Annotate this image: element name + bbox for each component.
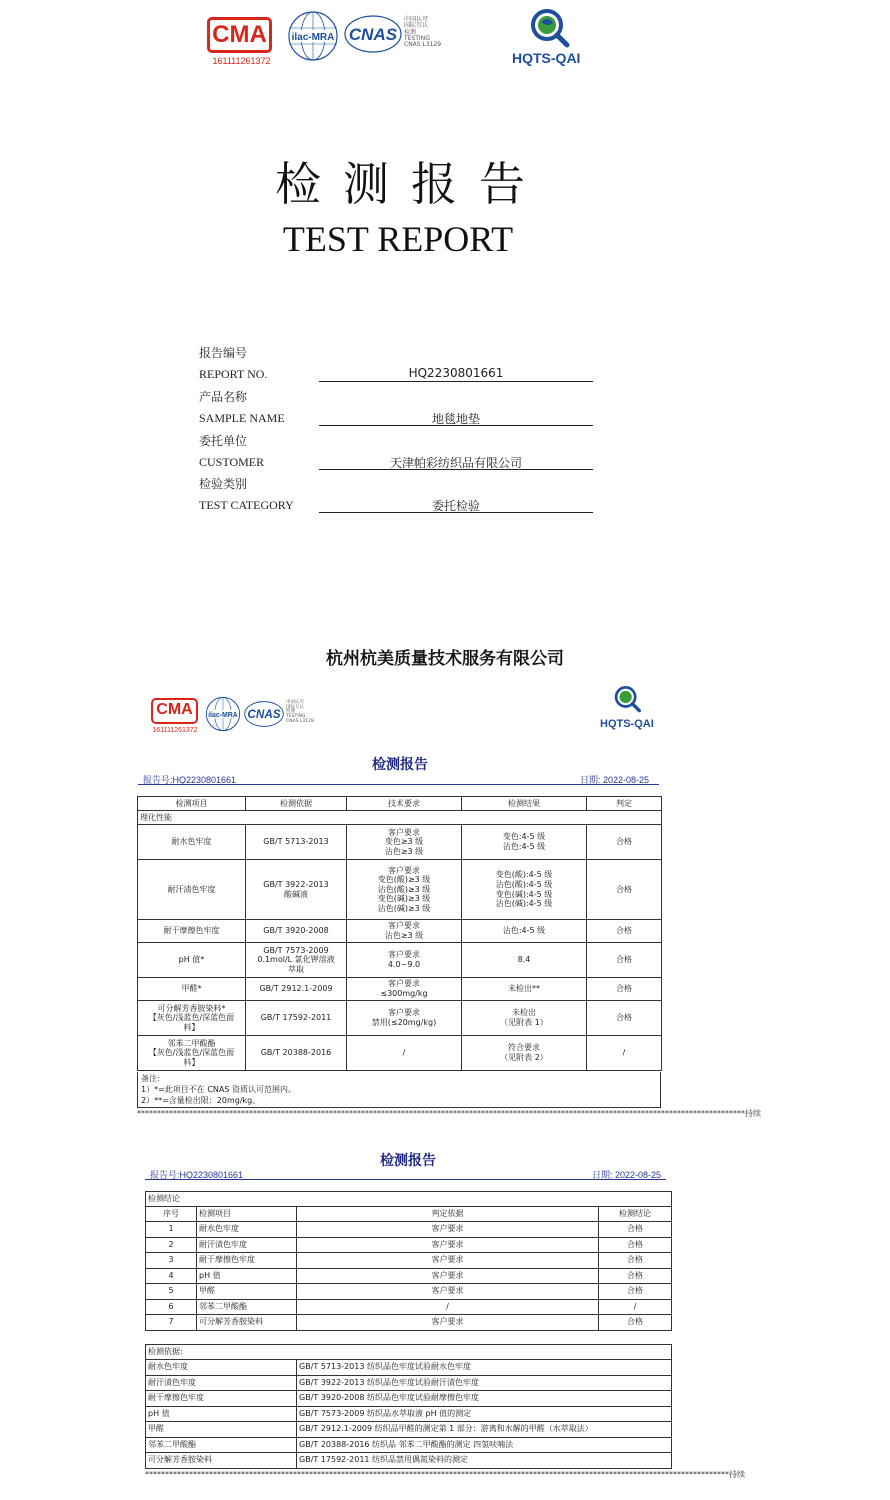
header-verdict: 判定	[587, 797, 662, 811]
table-row: 耐干摩擦色牢度 GB/T 3920-2008 纺织品色牢度试验耐摩擦色牢度	[146, 1391, 672, 1407]
basis-title: 检测依据:	[146, 1345, 672, 1360]
issuing-company: 杭州杭美质量技术服务有限公司	[326, 649, 564, 669]
page3-divider	[145, 1179, 666, 1180]
table-row: 4 pH 值 客户要求 合格	[146, 1268, 672, 1284]
field-customer-en: CUSTOMER	[199, 455, 265, 469]
header-requirement: 技术要求	[347, 797, 462, 811]
page3-report-no: 报告号:HQ2230801661	[150, 1170, 244, 1180]
basis-title-row	[146, 1345, 672, 1360]
table-row: 5 甲醛 客户要求 合格	[146, 1284, 672, 1300]
page2-cnas-caption: 中国认可 国际互认 检测 TESTING CNAS L3129	[286, 700, 314, 724]
table-row: 1 耐水色牢度 客户要求 合格	[146, 1222, 672, 1238]
page2-report-no: 报告号:HQ2230801661	[143, 775, 237, 785]
cnas-logo-text: CNAS	[348, 25, 398, 44]
cover-title-en: TEST REPORT	[282, 219, 514, 259]
page2-hqts-magnifier-icon	[612, 684, 642, 714]
hqts-logo-text: HQTS-QAI	[512, 50, 581, 66]
conclusion-table	[145, 1191, 672, 1331]
table-row: 耐水色牢度 GB/T 5713-2013 客户要求 变色≥3 级 沾色≥3 级 变色:4-5 级 沾色:4-5 级 合格	[138, 825, 662, 860]
svg-text:ilac-MRA: ilac-MRA	[208, 711, 238, 719]
field-report-no-cn: 报告编号	[199, 346, 248, 360]
table-row: pH 值* GB/T 7573-2009 0.1mol/L 氯化钾溶液 萃取 客户要求 4.0~9.0 8.4 合格	[138, 943, 662, 978]
field-sample-name-en: SAMPLE NAME	[199, 411, 285, 425]
page2-cma-logo: CMA	[151, 698, 198, 724]
results-header-row	[138, 797, 662, 811]
field-report-no-en: REPORT NO.	[199, 367, 268, 381]
table-row: 3 耐干摩擦色牢度 客户要求 合格	[146, 1253, 672, 1269]
page2-continued: ********************************************************************************************************************************************************持续	[137, 1109, 761, 1118]
cover-title-cn: 检测报告	[275, 157, 547, 211]
hqts-magnifier-icon	[527, 6, 571, 50]
table-row: 可分解芳香胺染料* 【灰色/浅蓝色/深蓝色面 料】 GB/T 17592-2011 客户要求 禁用(≤20mg/kg) 未检出 （见附表 1） 合格	[138, 1001, 662, 1036]
page3-date: 日期: 2022-08-25	[592, 1170, 662, 1180]
table-row: 耐水色牢度 GB/T 5713-2013 纺织品色牢度试验耐水色牢度	[146, 1360, 672, 1376]
page2-divider	[138, 784, 659, 785]
field-test-category-value: 委托检验	[319, 497, 593, 513]
table-row: 耐干摩擦色牢度 GB/T 3920-2008 客户要求 沾色≥3 级 沾色:4-5 级 合格	[138, 920, 662, 943]
section-label: 理化性能	[138, 811, 662, 825]
page2-hqts-text: HQTS-QAI	[600, 718, 654, 730]
page3-title: 检测报告	[380, 1153, 436, 1169]
table-row: 邻苯二甲酸酯 GB/T 20388-2016 纺织品 邻苯二甲酸酯的测定 四氢呋喃法	[146, 1437, 672, 1453]
results-table	[137, 796, 662, 1071]
table-row: 甲醛* GB/T 2912.1-2009 客户要求 ≤300mg/kg 未检出** 合格	[138, 978, 662, 1001]
table-row: 6 邻苯二甲酸酯 / /	[146, 1299, 672, 1315]
conclusion-title: 检测结论	[146, 1192, 672, 1207]
conclusion-title-row	[146, 1192, 672, 1207]
field-report-no-value: HQ2230801661	[319, 366, 593, 382]
field-customer-value: 天津帕彩纺织品有限公司	[319, 454, 593, 470]
header-test-item: 检测项目	[138, 797, 246, 811]
field-test-category-en: TEST CATEGORY	[199, 498, 294, 512]
header-result: 检测结果	[462, 797, 587, 811]
cma-logo-mark: CMA	[212, 21, 267, 48]
table-row: 可分解芳香胺染料 GB/T 17592-2011 纺织品禁用偶氮染料的测定	[146, 1453, 672, 1469]
conclusion-header-row: 序号 检测项目 判定依据 检测结论	[146, 1207, 672, 1222]
ilac-mra-text: ilac-MRA	[291, 32, 335, 43]
page3-continued: **************************************************************************************************************************************************持续	[145, 1470, 745, 1479]
section-row	[138, 811, 662, 825]
page2-date: 日期: 2022-08-25	[580, 775, 650, 785]
table-row: 邻苯二甲酸酯 【灰色/浅蓝色/深蓝色面 料】 GB/T 20388-2016 / 符合要求 （见附表 2） /	[138, 1036, 662, 1071]
field-customer-cn: 委托单位	[199, 434, 248, 448]
cma-number: 161111261372	[212, 56, 271, 66]
svg-text:CNAS: CNAS	[247, 708, 281, 722]
page2-ilac-mra-logo	[205, 696, 241, 732]
table-row: 7 可分解芳香胺染料 客户要求 合格	[146, 1315, 672, 1331]
table-row: 耐汗渍色牢度 GB/T 3922-2013 酸碱液 客户要求 变色(酸)≥3 级 沾色(酸)≥3 级 变色(碱)≥3 级 沾色(碱)≥3 级 变色(酸):4-5 级 沾色(酸):4-5 级 变色(碱):4-5 级 沾色(碱):4-5 级 合格	[138, 860, 662, 920]
table-row: pH 值 GB/T 7573-2009 纺织品水萃取液 pH 值的测定	[146, 1406, 672, 1422]
field-sample-name-cn: 产品名称	[199, 390, 248, 404]
header-test-basis: 检测依据	[246, 797, 347, 811]
table-row: 耐汗渍色牢度 GB/T 3922-2013 纺织品色牢度试验耐汗渍色牢度	[146, 1375, 672, 1391]
page2-title: 检测报告	[372, 757, 428, 773]
page2-cnas-logo	[244, 700, 284, 728]
cnas-logo	[344, 14, 402, 54]
cma-logo	[207, 17, 272, 53]
results-notes: 备注: 1）*=此项目不在 CNAS 资质认可范围内。 2）**=含量检出限：20mg/kg。	[137, 1072, 661, 1108]
page2-cma-number: 161111261372	[152, 727, 198, 734]
field-test-category-cn: 检验类别	[199, 477, 248, 491]
cnas-caption: 中国认可 国际互认 检测 TESTING CNAS L3129	[404, 16, 442, 49]
ilac-mra-logo	[287, 10, 339, 62]
field-sample-name-value: 地毯地垫	[319, 410, 593, 426]
table-row: 2 耐汗渍色牢度 客户要求 合格	[146, 1237, 672, 1253]
basis-table	[145, 1344, 672, 1469]
table-row: 甲醛 GB/T 2912.1-2009 纺织品甲醛的测定第 1 部分：游离和水解的甲醛（水萃取法）	[146, 1422, 672, 1438]
